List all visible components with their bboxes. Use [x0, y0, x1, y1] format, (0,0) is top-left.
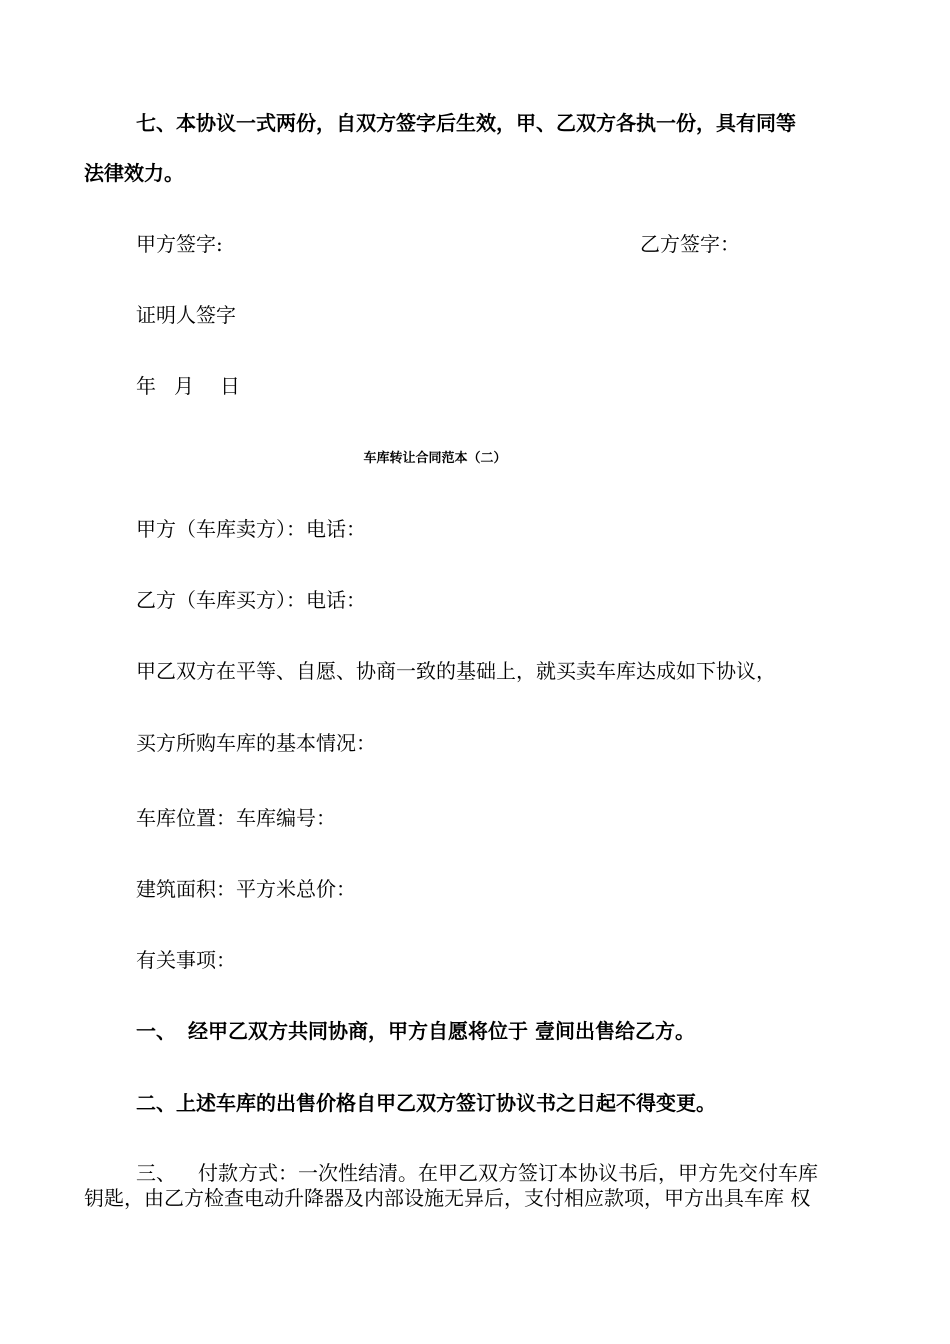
basic-info-heading: 买方所购车库的基本情况： [136, 731, 376, 755]
clause-3-text: 付款方式：一次性结清。在甲乙双方签订本协议书后，甲方先交付车库 [198, 1161, 818, 1185]
date-month: 月 [174, 374, 194, 398]
date-year: 年 [136, 374, 156, 398]
intro-paragraph: 甲乙双方在平等、自愿、协商一致的基础上，就买卖车库达成如下协议， [136, 659, 776, 683]
date-day: 日 [220, 374, 240, 398]
witness-signature-label: 证明人签字 [136, 303, 236, 327]
clause-3-number: 三、 [136, 1161, 176, 1185]
party-a-signature-label: 甲方签字: [136, 232, 223, 256]
garage-area-line: 建筑面积：平方米总价： [136, 877, 356, 901]
clause-2: 二、上述车库的出售价格自甲乙双方签订协议书之日起不得变更。 [136, 1091, 716, 1115]
clause-1-number: 一、 [136, 1019, 176, 1043]
buyer-line: 乙方（车库买方）：电话： [136, 588, 366, 612]
clause-7-line-1: 七、本协议一式两份，自双方签字后生效，甲、乙双方各执一份，具有同等 [136, 111, 796, 135]
garage-location-line: 车库位置：车库编号： [136, 806, 336, 830]
clause-7-line-2: 法律效力。 [84, 161, 184, 185]
matters-heading: 有关事项： [136, 948, 236, 972]
clause-3-line-1 [136, 1160, 818, 1186]
seller-line: 甲方（车库卖方）：电话： [136, 517, 366, 541]
clause-1 [136, 1018, 695, 1044]
document-title: 车库转让合同范本（二） [363, 451, 507, 466]
date-line [136, 373, 240, 399]
party-b-signature-label: 乙方签字： [640, 232, 740, 256]
clause-1-text: 经甲乙双方共同协商，甲方自愿将位于 壹间出售给乙方。 [188, 1019, 695, 1043]
clause-3-line-2: 钥匙，由乙方检查电动升降器及内部设施无异后，支付相应款项，甲方出具车库 权 [84, 1186, 811, 1210]
